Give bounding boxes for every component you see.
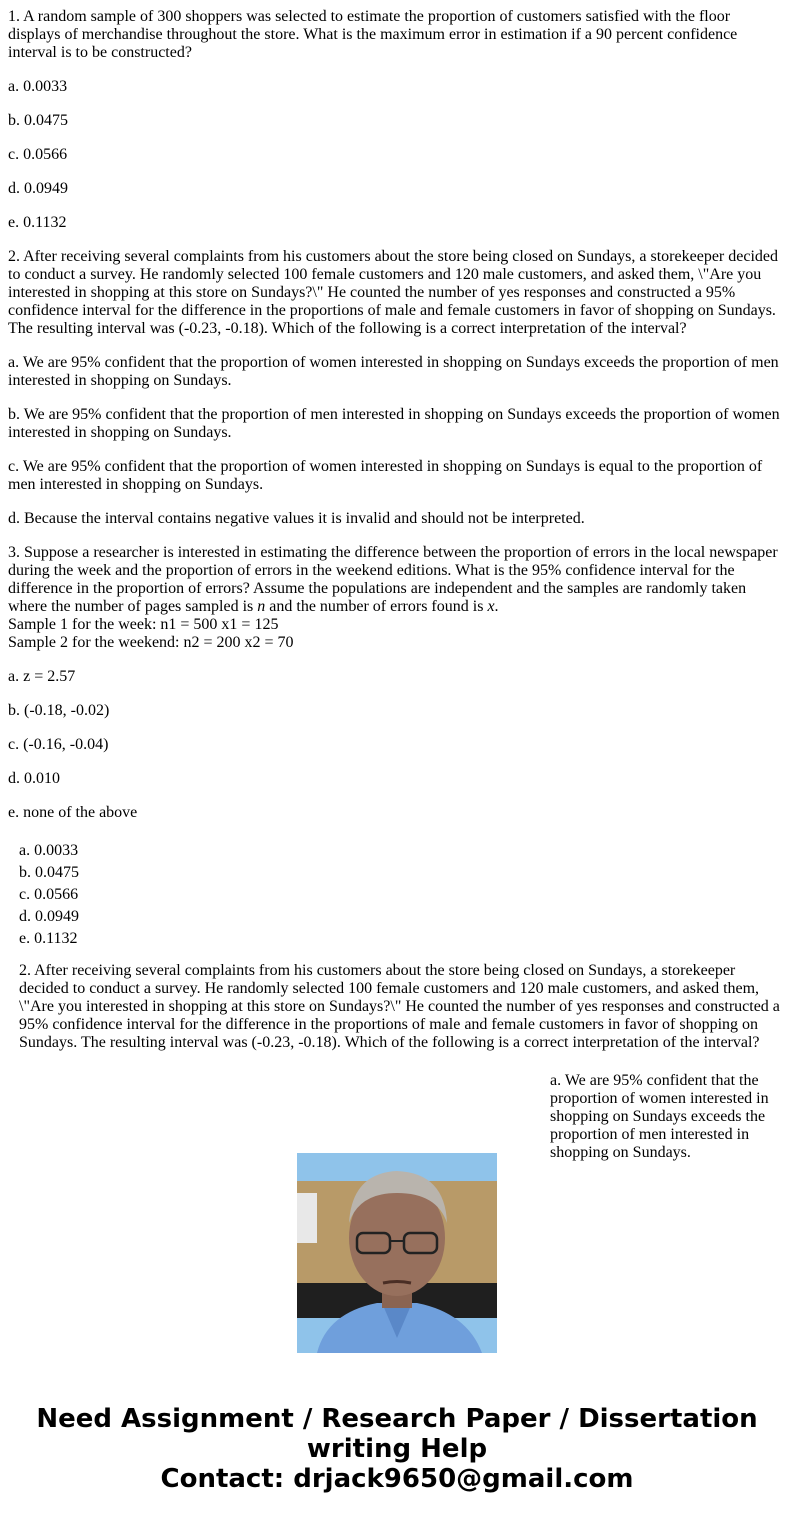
document-body: [8, 8, 783, 838]
q1-option: c. 0.0566: [8, 146, 68, 163]
list-item: a. 0.0033: [19, 842, 79, 859]
contact-footer: [0, 1404, 794, 1494]
q3-option: c. (-0.16, -0.04): [8, 736, 109, 753]
q3-option: d. 0.010: [8, 770, 60, 787]
q3-text: 3. Suppose a researcher is interested in estimating the difference between the proportion of errors in the local newspaper during the week and the proportion of errors in the weekend editions. What is the 95% confidence interval for the difference in the proportion of errors? Assume the populations are independent and the samples are randomly taken where the number of pages sampled is n and the number of errors found is x. Sample 1 for the week: n1 = 500 x1 = 125 Sample 2 for the weekend: n2 = 200 x2 = 70: [8, 544, 778, 651]
q3-option: e. none of the above: [8, 804, 138, 821]
footer-contact: Contact: drjack9650@gmail.com: [160, 1464, 634, 1494]
footer-headline: Need Assignment / Research Paper / Dissertation writing Help: [36, 1404, 758, 1464]
repeat-options-list: [19, 840, 784, 950]
q1-option: d. 0.0949: [8, 180, 68, 197]
list-item: c. 0.0566: [19, 886, 79, 903]
q2-text: 2. After receiving several complaints from his customers about the store being closed on Sundays, a storekeeper decided to conduct a survey. He randomly selected 100 female customers and 120 male customers, and asked them, \"Are you interested in shopping at this store on Sundays?\" He counted the number of yes responses and constructed a 95% confidence interval for the difference in the proportions of male and female customers in favor of shopping on Sundays. The resulting interval was (-0.23, -0.18). Which of the following is a correct interpretation of the interval?: [8, 248, 778, 337]
q2-option: b. We are 95% confident that the proportion of men interested in shopping on Sundays exceeds the proportion of women interested in shopping on Sundays.: [8, 406, 780, 441]
repeat-q2-text: 2. After receiving several complaints from his customers about the store being closed on Sundays, a storekeeper decided to conduct a survey. He randomly selected 100 female customers and 120 male customers, and asked them, \"Are you interested in shopping at this store on Sundays?\" He counted the number of yes responses and constructed a 95% confidence interval for the difference in the proportions of male and female customers in favor of shopping on Sundays. The resulting interval was (-0.23, -0.18). Which of the following is a correct interpretation of the interval?: [19, 962, 780, 1051]
q3-sample1: Sample 1 for the week: n1 = 500 x1 = 125: [8, 616, 279, 633]
q2-option: d. Because the interval contains negative values it is invalid and should not be interpreted.: [8, 510, 585, 527]
q1-option: e. 0.1132: [8, 214, 67, 231]
q3-option: a. z = 2.57: [8, 668, 76, 685]
q2-option: c. We are 95% confident that the proportion of women interested in shopping on Sundays is equal to the proportion of men interested in shopping on Sundays.: [8, 458, 763, 493]
list-item: b. 0.0475: [19, 864, 79, 881]
q3-option: b. (-0.18, -0.02): [8, 702, 110, 719]
list-item: d. 0.0949: [19, 908, 79, 925]
author-photo: [297, 1153, 497, 1353]
q2-option: a. We are 95% confident that the proportion of women interested in shopping on Sundays exceeds the proportion of men interested in shopping on Sundays.: [8, 354, 779, 389]
q1-option: a. 0.0033: [8, 78, 68, 95]
q1-text: 1. A random sample of 300 shoppers was selected to estimate the proportion of customers satisfied with the floor displays of merchandise throughout the store. What is the maximum error in estimation if a 90 percent confidence interval is to be constructed?: [8, 8, 738, 61]
q1-option: b. 0.0475: [8, 112, 68, 129]
clipped-option: a. We are 95% confident that the proportion of women interested in shopping on Sundays exceeds the proportion of men interested in shopping on Sundays.: [550, 1072, 769, 1161]
q3-sample2: Sample 2 for the weekend: n2 = 200 x2 = 70: [8, 634, 294, 651]
list-item: e. 0.1132: [19, 930, 78, 947]
